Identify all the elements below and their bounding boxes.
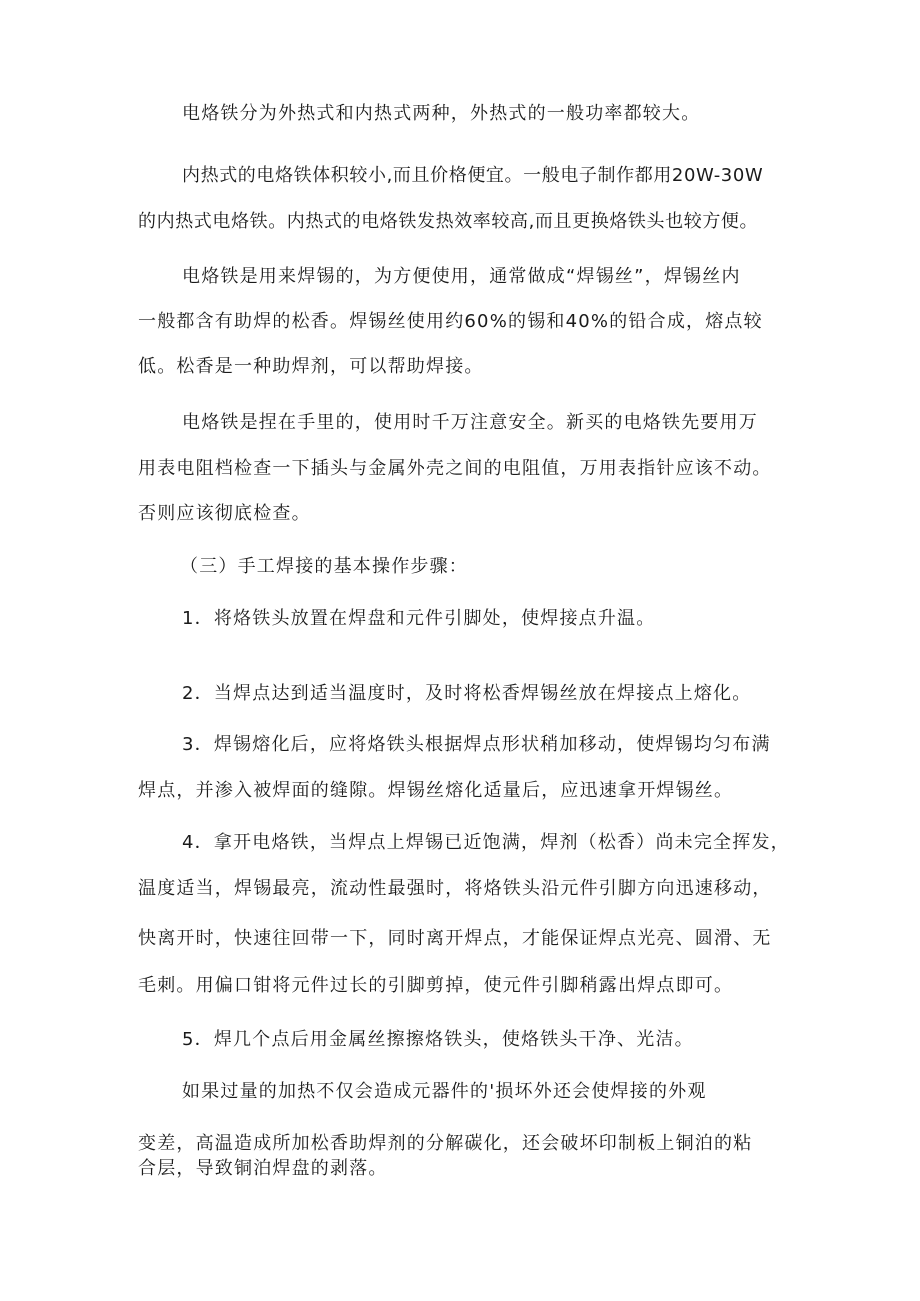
section-heading: （三）手工焊接的基本操作步骤： — [180, 556, 468, 577]
paragraph-3-line-1: 电烙铁是用来焊锡的，为方便使用，通常做成“焊锡丝”，焊锡丝内 — [182, 266, 741, 287]
step-4-line-1: 4．拿开电烙铁，当焊点上焊锡已近饱满，焊剂（松香）尚未完全挥发， — [182, 832, 790, 853]
paragraph-3-line-3: 低。松香是一种助焊剂，可以帮助焊接。 — [138, 356, 484, 377]
step-5-line-1: 5．焊几个点后用金属丝擦擦烙铁头，使烙铁头干净、光洁。 — [182, 1029, 694, 1050]
step-4-line-2: 温度适当，焊锡最亮，流动性最强时，将烙铁头沿元件引脚方向迅速移动， — [138, 878, 772, 899]
step-4-line-4: 毛刺。用偏口钳将元件过长的引脚剪掉，使元件引脚稍露出焊点即可。 — [138, 975, 734, 996]
step-4-line-3: 快离开时，快速往回带一下，同时离开焊点，才能保证焊点光亮、圆滑、无 — [138, 928, 772, 949]
paragraph-2-line-2: 的内热式电烙铁。内热式的电烙铁发热效率较高,而且更换烙铁头也较方便。 — [138, 211, 759, 232]
paragraph-4-line-1: 电烙铁是捏在手里的，使用时千万注意安全。新买的电烙铁先要用万 — [182, 412, 758, 433]
paragraph-4-line-2: 用表电阻档检查一下插头与金属外壳之间的电阻值，万用表指针应该不动。 — [138, 458, 772, 479]
paragraph-2-line-1: 内热式的电烙铁体积较小,而且价格便宜。一般电子制作都用20W-30W — [182, 165, 764, 186]
closing-paragraph-line-2: 变差，高温造成所加松香助焊剂的分解碳化，还会破坏印制板上铜泊的粘 — [138, 1133, 753, 1154]
step-3-line-2: 焊点，并渗入被焊面的缝隙。焊锡丝熔化适量后，应迅速拿开焊锡丝。 — [138, 780, 734, 801]
closing-paragraph-line-3: 合层，导致铜泊焊盘的剥落。 — [138, 1158, 388, 1179]
paragraph-3-line-2: 一般都含有助焊的松香。焊锡丝使用约60%的锡和40%的铅合成，熔点较 — [138, 311, 763, 332]
paragraph-1-line-1: 电烙铁分为外热式和内热式两种，外热式的一般功率都较大。 — [182, 103, 701, 124]
step-2-line-1: 2．当焊点达到适当温度时，及时将松香焊锡丝放在焊接点上熔化。 — [182, 683, 752, 704]
step-3-line-1: 3．焊锡熔化后，应将烙铁头根据焊点形状稍加移动，使焊锡均匀布满 — [182, 734, 771, 755]
closing-paragraph-line-1: 如果过量的加热不仅会造成元器件的'损坏外还会使焊接的外观 — [182, 1081, 707, 1102]
step-1-line-1: 1．将烙铁头放置在焊盘和元件引脚处，使焊接点升温。 — [182, 608, 656, 629]
paragraph-4-line-3: 否则应该彻底检查。 — [138, 503, 311, 524]
